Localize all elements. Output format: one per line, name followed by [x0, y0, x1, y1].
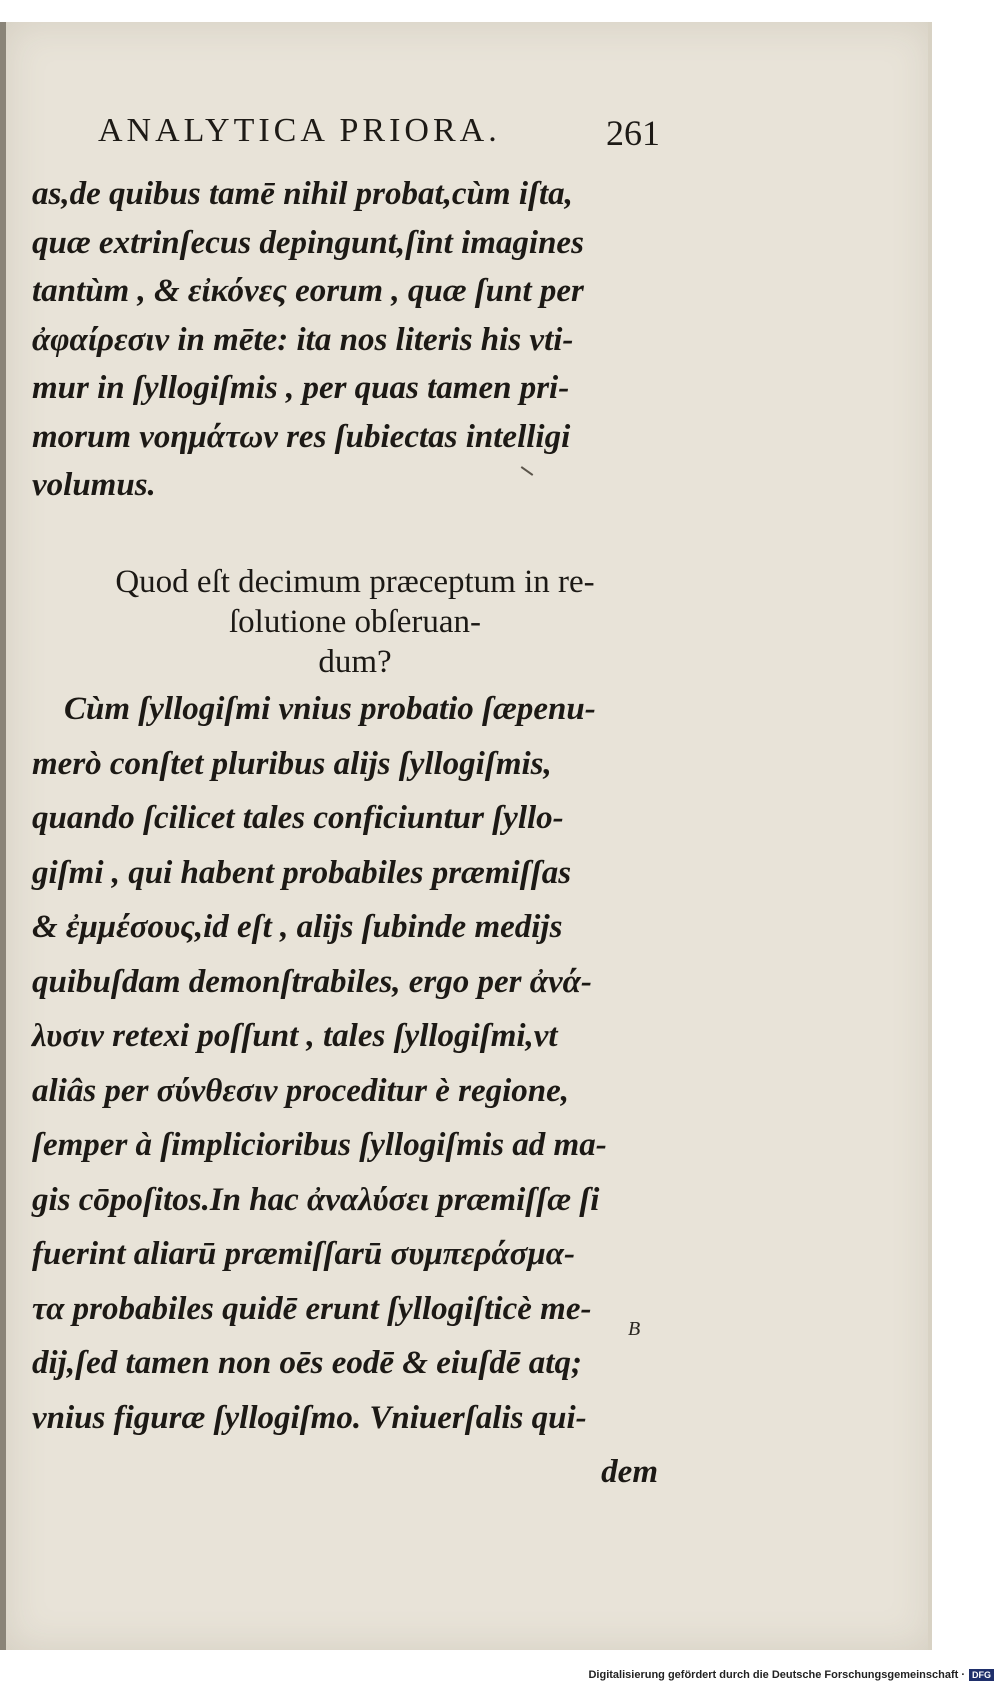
- text-line: as,de quibus tamē nihil probat,cùm iſta,: [32, 176, 573, 212]
- text-line: volumus.: [32, 467, 156, 503]
- heading-line: ſolutione obſeruan-: [228, 604, 481, 640]
- footer-text: Digitalisierung gefördert durch die Deutsche Forschungsgemeinschaft ·: [588, 1669, 965, 1681]
- heading-line: Quod eſt decimum præceptum in re-: [115, 564, 595, 600]
- text-line: tantùm , & εἰκόνες eorum , quæ ſunt per: [32, 273, 584, 309]
- text-line: τα probabiles quidē erunt ſyllogiſticè me-: [32, 1290, 592, 1327]
- text-line: dij,ſed tamen non oēs eodē & eiuſdē atq;: [32, 1345, 582, 1381]
- text-line: quibuſdam demonſtrabiles, ergo per ἀνά-: [32, 963, 592, 1000]
- paragraph-1: [32, 170, 672, 510]
- signature-mark: B: [628, 1318, 641, 1340]
- running-head: ANALYTICA PRIORA.: [98, 112, 501, 149]
- heading-line: dum?: [318, 644, 392, 680]
- text-line: Cùm ſyllogiſmi vnius probatio ſæpenu-: [64, 691, 596, 727]
- digitization-footer: [588, 1669, 994, 1681]
- text-line: mur in ſyllogiſmis , per quas tamen pri-: [32, 370, 570, 406]
- text-line: aliâs per σύνθεσιν proceditur è regione,: [32, 1072, 570, 1109]
- text-line: λυσιν retexi poſſunt , tales ſyllogiſmi,vt: [32, 1018, 558, 1054]
- text-line: & ἐμμέσους,id eſt , alijs ſubinde medijs: [32, 909, 563, 945]
- text-line: morum νοημάτων res ſubiectas intelligi: [32, 418, 571, 455]
- text-line: merò conſtet pluribus alijs ſyllogiſmis,: [32, 745, 552, 782]
- section-heading: [60, 562, 650, 682]
- text-line: quando ſcilicet tales conficiuntur ſyllo-: [32, 800, 564, 836]
- paragraph-2: [32, 682, 672, 1500]
- text-line: ἀφαίρεσιν in mēte: ita nos literis his vti-: [32, 321, 574, 358]
- page-number: 261: [606, 113, 660, 153]
- text-line: gis cōpoſitos.In hac ἀναλύσει præmiſſæ ſi: [32, 1181, 600, 1218]
- text-line: ſemper à ſimplicioribus ſyllogiſmis ad ma-: [32, 1127, 607, 1163]
- catchword: dem: [601, 1454, 658, 1490]
- text-line: fuerint aliarū præmiſſarū συμπεράσμα-: [32, 1236, 575, 1272]
- text-line: quæ extrinſecus depingunt,ſint imagines: [32, 224, 584, 261]
- text-line: vnius figuræ ſyllogiſmo. Vniuerſalis qui-: [32, 1399, 587, 1436]
- page-edge: [928, 22, 932, 1650]
- text-line: giſmi , qui habent probabiles præmiſſas: [32, 854, 572, 891]
- dfg-logo: DFG: [969, 1669, 994, 1681]
